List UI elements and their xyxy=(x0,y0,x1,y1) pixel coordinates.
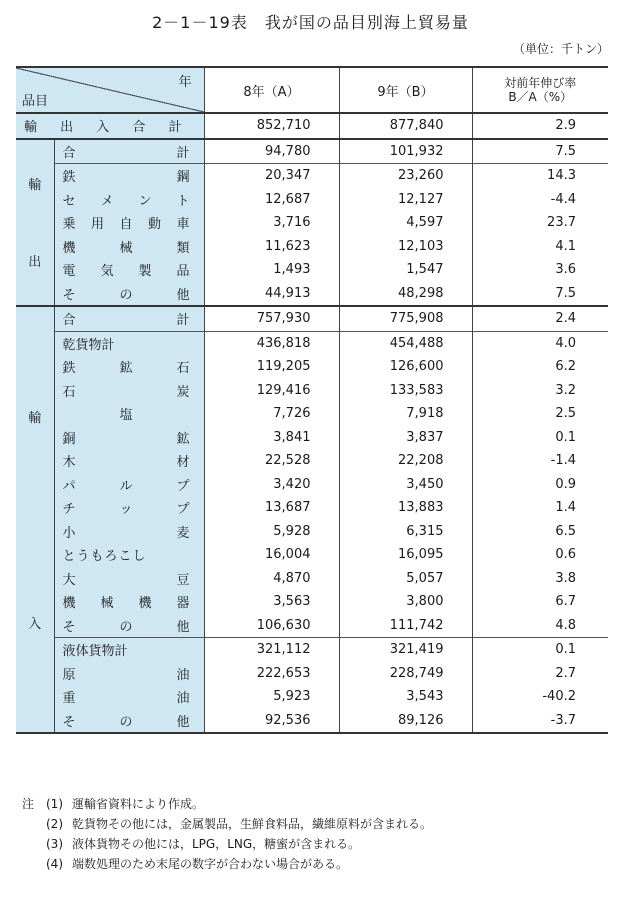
value-year8: 13,687 xyxy=(204,496,339,520)
value-year8: 11,623 xyxy=(204,235,339,259)
row-label-text xyxy=(63,498,190,517)
note-number: (4) xyxy=(46,857,63,871)
label-char: 械 xyxy=(119,240,133,256)
label-char: セ xyxy=(62,193,76,209)
value-growth-rate: 4.1 xyxy=(472,235,608,259)
label-char: 計 xyxy=(176,145,190,161)
value-year8: 129,416 xyxy=(204,379,339,403)
label-char: 原 xyxy=(62,667,76,683)
value-growth-rate: 3.6 xyxy=(472,258,608,282)
value-growth-rate: 23.7 xyxy=(472,211,608,235)
row-label xyxy=(54,188,204,212)
label-char: 合 xyxy=(132,120,146,136)
note-text: 端数処理のため末尾の数字が合わない場合がある。 xyxy=(72,857,349,871)
label-char: 自 xyxy=(119,217,133,233)
note-number: (3) xyxy=(46,837,63,851)
value-year8: 16,004 xyxy=(204,543,339,567)
row-label xyxy=(54,496,204,520)
row-label-text xyxy=(63,237,190,256)
row-label-text xyxy=(63,475,190,494)
label-char: ル xyxy=(119,478,133,494)
import-liquid-item-row xyxy=(16,709,608,734)
value-year9: 13,883 xyxy=(339,496,472,520)
label-char: そ xyxy=(62,714,76,730)
row-label xyxy=(54,567,204,591)
import-dry-total-row xyxy=(16,331,608,355)
import-side-label xyxy=(16,306,54,733)
label-char: 鉱 xyxy=(176,431,190,447)
col-header-rate-line2: B／A（%） xyxy=(508,90,573,104)
label-char: 材 xyxy=(176,455,190,471)
trade-volume-table xyxy=(16,66,608,734)
value-growth-rate: 2.9 xyxy=(472,113,608,139)
value-growth-rate: 0.1 xyxy=(472,426,608,450)
label-char: そ xyxy=(62,619,76,635)
label-char: 械 xyxy=(100,596,114,612)
label-char: 重 xyxy=(62,691,76,707)
value-year8: 852,710 xyxy=(204,113,339,139)
value-year8: 22,528 xyxy=(204,449,339,473)
col-header-b: 9年（B） xyxy=(339,67,472,113)
value-year9: 5,057 xyxy=(339,567,472,591)
note-text: 運輸省資料により作成。 xyxy=(72,797,205,811)
value-year8: 44,913 xyxy=(204,282,339,307)
value-year9: 12,127 xyxy=(339,188,472,212)
value-growth-rate: -3.7 xyxy=(472,709,608,734)
value-year8: 20,347 xyxy=(204,164,339,188)
value-year9: 89,126 xyxy=(339,709,472,734)
corner-header-cell xyxy=(16,67,204,113)
import-dry-item-row xyxy=(16,473,608,497)
row-label-text xyxy=(63,592,190,611)
import-dry-item-row xyxy=(16,543,608,567)
note-item xyxy=(22,854,432,874)
value-year9: 1,547 xyxy=(339,258,472,282)
value-year8: 757,930 xyxy=(204,306,339,331)
export-subtotal-row xyxy=(16,139,608,164)
import-liquid-item-row xyxy=(16,685,608,709)
label-char: の xyxy=(119,287,133,303)
value-year8: 5,923 xyxy=(204,685,339,709)
export-item-row xyxy=(16,211,608,235)
value-year8: 12,687 xyxy=(204,188,339,212)
value-year9: 12,103 xyxy=(339,235,472,259)
value-year9: 877,840 xyxy=(339,113,472,139)
label-char: そ xyxy=(62,287,76,303)
label-char: 鉄 xyxy=(62,361,76,377)
value-year8: 119,205 xyxy=(204,355,339,379)
label-char: 出 xyxy=(60,120,74,136)
value-year8: 92,536 xyxy=(204,709,339,734)
label-char: 気 xyxy=(100,264,114,280)
label-char: 大 xyxy=(62,572,76,588)
label-char: チ xyxy=(62,502,76,518)
value-year9: 16,095 xyxy=(339,543,472,567)
value-year8: 3,563 xyxy=(204,590,339,614)
row-label-text xyxy=(63,404,190,423)
label-char: 入 xyxy=(96,120,110,136)
row-label-text xyxy=(63,260,190,279)
import-dry-item-row xyxy=(16,449,608,473)
label-char: プ xyxy=(176,478,190,494)
row-label xyxy=(54,211,204,235)
value-year8: 5,928 xyxy=(204,520,339,544)
value-growth-rate: 7.5 xyxy=(472,282,608,307)
label-char: 塩 xyxy=(119,408,133,424)
export-item-row xyxy=(16,235,608,259)
label-char: 動 xyxy=(147,217,161,233)
export-item-row xyxy=(16,258,608,282)
value-year9: 3,837 xyxy=(339,426,472,450)
side-char: 入 xyxy=(28,617,42,633)
note-mark xyxy=(22,814,46,834)
row-label-text xyxy=(63,522,190,541)
label-char: 鋼 xyxy=(176,170,190,186)
value-year8: 4,870 xyxy=(204,567,339,591)
label-char: 機 xyxy=(138,596,152,612)
import-dry-item-row xyxy=(16,520,608,544)
import-dry-item-row xyxy=(16,567,608,591)
label-char: 用 xyxy=(90,217,104,233)
value-year8: 7,726 xyxy=(204,402,339,426)
value-year9: 22,208 xyxy=(339,449,472,473)
col-header-rate-line1: 対前年伸び率 xyxy=(504,76,577,90)
value-growth-rate: 3.2 xyxy=(472,379,608,403)
value-year9: 775,908 xyxy=(339,306,472,331)
row-label-text xyxy=(63,451,190,470)
label-char: 炭 xyxy=(176,384,190,400)
value-year9: 133,583 xyxy=(339,379,472,403)
label-char: 豆 xyxy=(176,572,190,588)
value-growth-rate: -1.4 xyxy=(472,449,608,473)
import-dry-item-row xyxy=(16,379,608,403)
label-char: 計 xyxy=(168,120,182,136)
value-growth-rate: 6.7 xyxy=(472,590,608,614)
value-growth-rate: 0.6 xyxy=(472,543,608,567)
row-label-text xyxy=(63,381,190,400)
label-char: 機 xyxy=(62,596,76,612)
row-label xyxy=(16,113,204,139)
value-growth-rate: 14.3 xyxy=(472,164,608,188)
row-label-text xyxy=(63,569,190,588)
row-label xyxy=(54,473,204,497)
label-char: 車 xyxy=(176,217,190,233)
value-year9: 228,749 xyxy=(339,662,472,686)
import-liquid-total-row xyxy=(16,638,608,662)
label-char: 機 xyxy=(62,240,76,256)
note-number: (1) xyxy=(46,797,63,811)
side-char: 出 xyxy=(28,255,42,271)
label-char: 石 xyxy=(176,361,190,377)
label-char: の xyxy=(119,714,133,730)
row-label xyxy=(54,258,204,282)
note-text: 液体貨物その他には，LPG，LNG，糖蜜が含まれる。 xyxy=(72,837,361,851)
value-growth-rate: -4.4 xyxy=(472,188,608,212)
import-dry-item-row xyxy=(16,614,608,638)
col-header-a: 8年（A） xyxy=(204,67,339,113)
label-char: 他 xyxy=(176,714,190,730)
label-char: 他 xyxy=(176,619,190,635)
label-char: 小 xyxy=(62,525,76,541)
row-label xyxy=(54,282,204,307)
row-label xyxy=(54,379,204,403)
row-label xyxy=(54,662,204,686)
label-char: ト xyxy=(176,193,190,209)
label-char: メ xyxy=(100,193,114,209)
value-year8: 436,818 xyxy=(204,331,339,355)
value-year9: 7,918 xyxy=(339,402,472,426)
row-label-text xyxy=(63,284,190,303)
label-char: 麦 xyxy=(176,525,190,541)
note-number: (2) xyxy=(46,817,63,831)
value-year9: 4,597 xyxy=(339,211,472,235)
row-label-text xyxy=(63,687,190,706)
label-char: の xyxy=(119,619,133,635)
col-header-rate xyxy=(472,67,608,113)
label-char: ッ xyxy=(119,502,133,518)
label-char: 石 xyxy=(62,384,76,400)
value-year8: 321,112 xyxy=(204,638,339,662)
row-label-text xyxy=(63,142,190,161)
export-item-row xyxy=(16,188,608,212)
label-char: プ xyxy=(176,502,190,518)
value-growth-rate: 2.4 xyxy=(472,306,608,331)
value-growth-rate: -40.2 xyxy=(472,685,608,709)
row-label-text xyxy=(63,309,190,328)
value-year9: 101,932 xyxy=(339,139,472,164)
row-label xyxy=(54,614,204,638)
value-year9: 126,600 xyxy=(339,355,472,379)
label-char: 乗 xyxy=(62,217,76,233)
value-growth-rate: 3.8 xyxy=(472,567,608,591)
label-char: 油 xyxy=(176,667,190,683)
label-char: 合 xyxy=(62,313,76,329)
value-growth-rate: 7.5 xyxy=(472,139,608,164)
row-label xyxy=(54,590,204,614)
label-char: 電 xyxy=(62,264,76,280)
value-growth-rate: 4.0 xyxy=(472,331,608,355)
note-text: 乾貨物その他には，金属製品，生鮮食料品，繊維原料が含まれる。 xyxy=(72,817,433,831)
row-label-text xyxy=(63,213,190,232)
import-dry-item-row xyxy=(16,496,608,520)
row-label-text xyxy=(63,711,190,730)
row-label xyxy=(54,139,204,164)
label-char: 他 xyxy=(176,287,190,303)
import-dry-item-row xyxy=(16,355,608,379)
label-char: パ xyxy=(62,478,76,494)
label-char: 製 xyxy=(138,264,152,280)
value-year9: 23,260 xyxy=(339,164,472,188)
row-label xyxy=(54,426,204,450)
value-year8: 3,716 xyxy=(204,211,339,235)
value-year8: 3,841 xyxy=(204,426,339,450)
note-item xyxy=(22,834,432,854)
side-char: 輸 xyxy=(28,178,42,194)
export-item-row xyxy=(16,282,608,307)
row-label-text: とうもろこし xyxy=(62,549,147,565)
row-label xyxy=(54,543,204,567)
label-char: 輸 xyxy=(24,120,38,136)
label-char: 類 xyxy=(176,240,190,256)
corner-year-label: 年 xyxy=(178,75,192,90)
export-item-row xyxy=(16,164,608,188)
value-growth-rate: 6.2 xyxy=(472,355,608,379)
side-char: 輸 xyxy=(28,410,42,426)
label-char: ン xyxy=(138,193,152,209)
row-label xyxy=(54,449,204,473)
value-year9: 3,543 xyxy=(339,685,472,709)
value-year9: 111,742 xyxy=(339,614,472,638)
label-char: 鉱 xyxy=(119,361,133,377)
row-label-text xyxy=(63,664,190,683)
header-row xyxy=(16,67,608,113)
label-char: 計 xyxy=(176,313,190,329)
row-label xyxy=(54,235,204,259)
unit-label: （単位：千トン） xyxy=(512,42,609,56)
import-subtotal-row xyxy=(16,306,608,331)
import-dry-item-row xyxy=(16,402,608,426)
value-growth-rate: 0.9 xyxy=(472,473,608,497)
note-mark: 注 xyxy=(22,797,35,811)
value-year9: 48,298 xyxy=(339,282,472,307)
value-growth-rate: 6.5 xyxy=(472,520,608,544)
value-year9: 321,419 xyxy=(339,638,472,662)
row-label xyxy=(54,355,204,379)
row-label xyxy=(54,709,204,734)
import-liquid-item-row xyxy=(16,662,608,686)
table-title: 2－1－19表 我が国の品目別海上貿易量 xyxy=(152,13,469,32)
value-year9: 3,800 xyxy=(339,590,472,614)
row-label-text xyxy=(63,428,190,447)
row-label-text xyxy=(63,616,190,635)
row-label xyxy=(54,520,204,544)
value-year8: 1,493 xyxy=(204,258,339,282)
value-year9: 6,315 xyxy=(339,520,472,544)
note-item xyxy=(22,814,432,834)
export-side-label xyxy=(16,139,54,307)
label-char: 木 xyxy=(62,455,76,471)
label-char: 合 xyxy=(62,145,76,161)
value-growth-rate: 1.4 xyxy=(472,496,608,520)
value-year8: 3,420 xyxy=(204,473,339,497)
row-label xyxy=(54,685,204,709)
row-label xyxy=(54,164,204,188)
note-mark xyxy=(22,834,46,854)
row-label-text xyxy=(63,190,190,209)
row-label-text xyxy=(24,116,182,135)
value-growth-rate: 4.8 xyxy=(472,614,608,638)
notes xyxy=(22,794,432,874)
corner-item-label: 品目 xyxy=(22,94,49,109)
value-year8: 106,630 xyxy=(204,614,339,638)
row-label: 液体貨物計 xyxy=(54,638,204,662)
value-year9: 3,450 xyxy=(339,473,472,497)
import-dry-item-row xyxy=(16,426,608,450)
row-label-text xyxy=(63,357,190,376)
import-dry-item-row xyxy=(16,590,608,614)
label-char: 銅 xyxy=(62,431,76,447)
label-char: 鉄 xyxy=(62,170,76,186)
row-label xyxy=(54,402,204,426)
note-mark xyxy=(22,854,46,874)
value-growth-rate: 0.1 xyxy=(472,638,608,662)
value-year8: 222,653 xyxy=(204,662,339,686)
value-growth-rate: 2.5 xyxy=(472,402,608,426)
label-char: 器 xyxy=(176,596,190,612)
value-year8: 94,780 xyxy=(204,139,339,164)
label-char: 油 xyxy=(176,691,190,707)
label-char: 品 xyxy=(176,264,190,280)
row-label xyxy=(54,306,204,331)
note-item xyxy=(22,794,432,814)
row-label: 乾貨物計 xyxy=(54,331,204,355)
total-row xyxy=(16,113,608,139)
value-year9: 454,488 xyxy=(339,331,472,355)
value-growth-rate: 2.7 xyxy=(472,662,608,686)
row-label-text xyxy=(63,166,190,185)
